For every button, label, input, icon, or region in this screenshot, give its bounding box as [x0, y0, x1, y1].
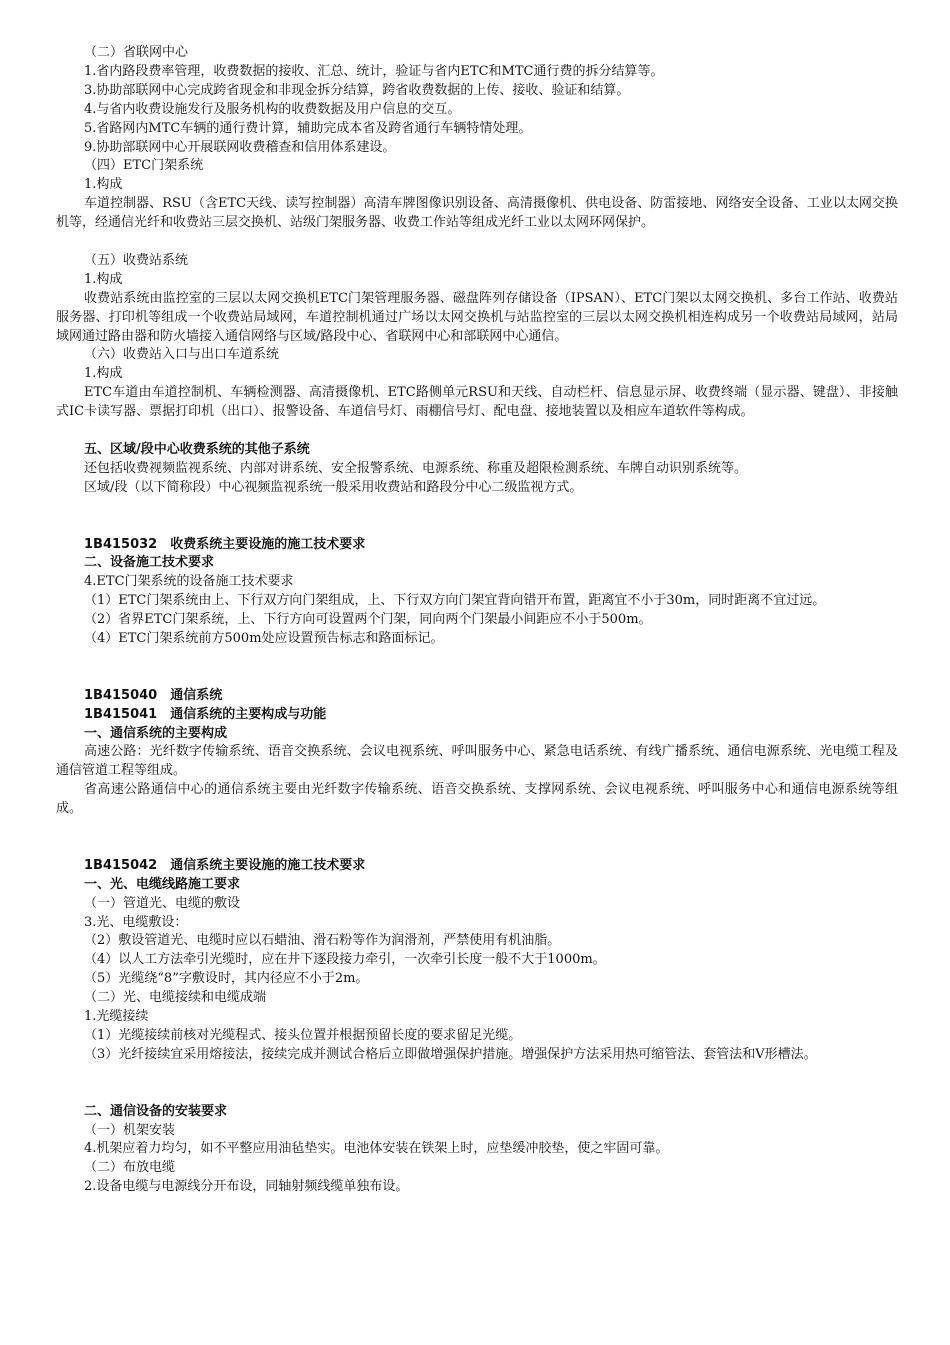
text-line: （5）光缆绕“8”字敷设时，其内径应不小于2m。	[84, 971, 369, 987]
text-line: 区域/段（以下简称段）中心视频监视系统一般采用收费站和路段分中心二级监视方式。	[84, 479, 583, 495]
text-line: （2）敷设管道光、电缆时应以石蜡油、滑石粉等作为润滑剂，严禁使用有机油脂。	[84, 933, 561, 949]
section-heading-lanes: （六）收费站入口与出口车道系统	[84, 347, 280, 363]
section-heading-equipment-requirements: 二、设备施工技术要求	[84, 555, 215, 571]
text-line: 1.光缆接续	[84, 1009, 149, 1025]
section-heading-etc-gantry: （四）ETC门架系统	[84, 158, 204, 174]
text-line: 1.省内路段费率管理，收费数据的接收、汇总、统计，验证与省内ETC和MTC通行费的拆分结算等。	[84, 63, 664, 79]
spacer	[56, 649, 898, 668]
text-line: 4.与省内收费设施发行及服务机构的收费数据及用户信息的交互。	[84, 101, 461, 117]
section-heading-other-subsystems: 五、区域/段中心收费系统的其他子系统	[84, 442, 310, 457]
spacer	[56, 838, 898, 857]
text-line: （一）机架安装	[84, 1122, 176, 1138]
code-heading-1b415042: 1B415042 通信系统主要设施的施工技术要求	[84, 857, 366, 873]
paragraph: 车道控制器、RSU（含ETC天线、读写控制器）高清车牌图像识别设备、高清摄像机、供电设备、防雷接地、网络安全设备、工业以太网交换机等，经通信光纤和收费站三层交换机、站级门架服务器、收费工作站等组成光纤工业以太网环网保护。	[56, 196, 898, 231]
section-heading-comm-composition: 一、通信系统的主要构成	[84, 725, 228, 741]
document-page	[56, 44, 898, 1197]
text-line: （二）布放电缆	[84, 1160, 176, 1176]
text-line: （4）以人工方法牵引光缆时，应在井下逐段接力牵引，一次牵引长度一般不大于1000m。	[84, 952, 606, 968]
text-line: 4.机架应着力均匀，如不平整应用油毡垫实。电池体安装在铁架上时，应垫缓冲胶垫，使之牢固可靠。	[84, 1141, 669, 1157]
spacer	[56, 1084, 898, 1103]
paragraph: 省高速公路通信中心的通信系统主要由光纤数字传输系统、语音交换系统、支撑网系统、会议电视系统、呼叫服务中心和通信电源系统等组成。	[56, 782, 898, 817]
spacer	[56, 819, 898, 838]
spacer	[56, 517, 898, 536]
spacer	[56, 1065, 898, 1084]
paragraph: 高速公路：光纤数字传输系统、语音交换系统、会议电视系统、呼叫服务中心、紧急电话系统、有线广播系统、通信电源系统、光电缆工程及通信管道工程等组成。	[56, 744, 898, 779]
text-line: 2.设备电缆与电源线分开布设，同轴射频线缆单独布设。	[84, 1179, 409, 1195]
text-line: 5.省路网内MTC车辆的通行费计算，辅助完成本省及跨省通行车辆特情处理。	[84, 120, 532, 136]
section-heading-toll-station: （五）收费站系统	[84, 252, 189, 268]
text-line: （一）管道光、电缆的敷设	[84, 895, 241, 911]
paragraph: 收费站系统由监控室的三层以太网交换机ETC门架管理服务器、磁盘阵列存储设备（IPSAN）、ETC门架以太网交换机、多台工作站、收费站服务器、打印机等组成一个收费站局域网，车道控制机通过广场以太网交换机与站监控室的三层以太网交换机相连构成另一个收费站局域网，站局域网通过路由器和防火墙接入通信网络与区域/路段中心、省联网中心和部联网中心通信。	[56, 290, 898, 344]
spacer	[56, 422, 898, 441]
subheading: 1.构成	[84, 271, 123, 287]
subheading: 1.构成	[84, 366, 123, 382]
section-heading-provincial-center: （二）省联网中心	[84, 45, 189, 60]
spacer	[56, 498, 898, 517]
text-line: 3.协助部联网中心完成跨省现金和非现金拆分结算，跨省收费数据的上传、接收、验证和结算。	[84, 82, 630, 98]
text-line: （4）ETC门架系统前方500m处应设置预告标志和路面标记。	[84, 631, 444, 647]
code-heading-1b415032: 1B415032 收费系统主要设施的施工技术要求	[84, 536, 366, 552]
code-heading-1b415041: 1B415041 通信系统的主要构成与功能	[84, 706, 327, 722]
subheading: 1.构成	[84, 177, 123, 193]
text-line: （1）光缆接续前核对光缆程式、接头位置并根据预留长度的要求留足光缆。	[84, 1028, 522, 1043]
paragraph: （3）光纤接续宜采用熔接法，接续完成并测试合格后立即做增强保护措施。增强保护方法采用热可缩管法、套管法和V形槽法。	[84, 1046, 817, 1062]
text-line: 还包括收费视频监视系统、内部对讲系统、安全报警系统、电源系统、称重及超限检测系统、车牌自动识别系统等。	[84, 460, 748, 476]
section-heading-cable-requirements: 一、光、电缆线路施工要求	[84, 876, 241, 892]
spacer	[56, 668, 898, 687]
text-line: 3.光、电缆敷设：	[84, 914, 188, 930]
paragraph: ETC车道由车道控制机、车辆检测器、高清摄像机、ETC路侧单元RSU和天线、自动栏杆、信息显示屏、收费终端（显示器、键盘）、非接触式IC卡读写器、票据打印机（出口）、报警设备、车道信号灯、雨棚信号灯、配电盘、接地装置以及相应车道软件等构成。	[56, 385, 898, 420]
spacer	[56, 233, 898, 252]
text-line: （2）省界ETC门架系统，上、下行方向可设置两个门架，同向两个门架最小间距应不小于500m。	[84, 612, 652, 628]
section-heading-equipment-install: 二、通信设备的安装要求	[84, 1103, 228, 1119]
text-line: 4.ETC门架系统的设备施工技术要求	[84, 574, 294, 590]
code-heading-1b415040: 1B415040 通信系统	[84, 687, 223, 703]
paragraph: （1）ETC门架系统由上、下行双方向门架组成，上、下行双方向门架宜背向错开布置，距离宜不小于30m，同时距离不宜过远。	[84, 593, 826, 609]
text-line: （二）光、电缆接续和电缆成端	[84, 990, 267, 1006]
text-line: 9.协助部联网中心开展联网收费稽查和信用体系建设。	[84, 139, 396, 155]
